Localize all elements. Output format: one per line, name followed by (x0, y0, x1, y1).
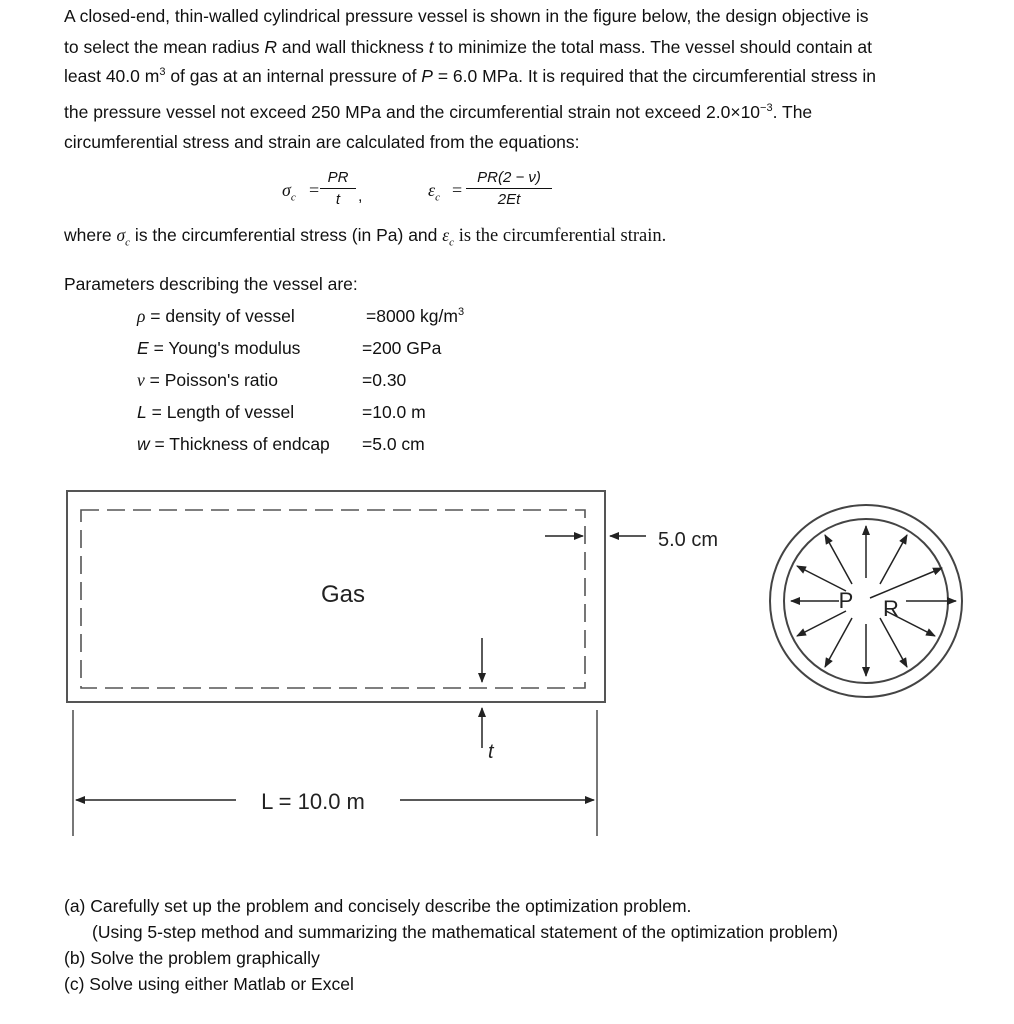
where-sigma: σ (116, 225, 126, 245)
param-desc: = Thickness of endcap (154, 434, 330, 454)
param-value: =8000 kg/m (366, 306, 458, 326)
sigma-sub: c (290, 191, 296, 204)
wall-thickness-label: t (488, 741, 494, 763)
sigma-equals: = (309, 180, 320, 200)
gas-label: Gas (320, 581, 366, 608)
intro-line-3-a: least 40.0 m (64, 66, 160, 86)
intro-line-4 (64, 102, 812, 122)
intro-line-5: circumferential stress and strain are calculated from the equations: (64, 132, 580, 152)
sigma-symbol (282, 180, 296, 204)
param-value: =0.30 (362, 370, 407, 390)
epsilon-numerator: PR(2 − ν) (477, 169, 541, 186)
sigma-denominator: t (335, 191, 341, 208)
pressure-label: P (838, 588, 854, 613)
intro-line-2 (64, 37, 872, 57)
sigma-numerator: PR (327, 169, 349, 186)
param-row-poisson (137, 370, 278, 391)
param-value: =5.0 cm (362, 434, 425, 454)
where-c: is the circumferential strain. (454, 226, 667, 246)
epsilon-equals: = (452, 180, 463, 200)
sigma-fraction (320, 169, 356, 208)
where-line (64, 225, 667, 249)
param-row-endcap (137, 434, 330, 455)
intro-line-4-b: . The (772, 102, 813, 122)
where-a: where (64, 225, 117, 245)
intro-line-3-sup: 3 (159, 66, 166, 79)
param-value-poisson (362, 370, 406, 391)
var-P: P (421, 66, 433, 86)
param-value-density (366, 306, 464, 327)
params-heading: Parameters describing the vessel are: (64, 274, 358, 294)
length-label: L = 10.0 m (261, 789, 365, 814)
endcap-thickness-label: 5.0 cm (658, 529, 719, 551)
epsilon-fraction-bar (466, 188, 552, 189)
question-a: (a) Carefully set up the problem and concisely describe the optimization problem. (64, 896, 692, 916)
param-value: =10.0 m (362, 402, 426, 422)
var-R: R (264, 37, 278, 57)
param-symbol: w (137, 434, 150, 454)
equation-comma: , (358, 188, 363, 205)
intro-line-2-a: to select the mean radius (64, 37, 265, 57)
epsilon-sub: c (435, 191, 440, 204)
intro-line-4-a: the pressure vessel not exceed 250 MPa and the circumferential strain not exceed 2.0×10 (64, 102, 761, 122)
param-symbol: E (137, 338, 149, 358)
param-value-endcap (362, 434, 425, 455)
where-sigma-sub: c (125, 236, 131, 249)
question-b: (b) Solve the problem graphically (64, 948, 320, 968)
epsilon-symbol (428, 180, 440, 204)
intro-line-1: A closed-end, thin-walled cylindrical pressure vessel is shown in the figure below, the design objective is (64, 6, 869, 26)
param-desc: = density of vessel (150, 306, 295, 326)
param-symbol: ρ (137, 306, 146, 326)
intro-line-3 (64, 66, 876, 86)
question-a-detail: (Using 5-step method and summarizing the mathematical statement of the optimization problem) (92, 922, 839, 942)
question-c: (c) Solve using either Matlab or Excel (64, 974, 354, 994)
epsilon-fraction (466, 169, 552, 208)
radius-label: R (883, 596, 899, 621)
param-row-density (137, 306, 295, 327)
param-value-youngs (362, 338, 441, 359)
param-value: =200 GPa (362, 338, 442, 358)
intro-line-4-sup: −3 (760, 102, 773, 115)
param-row-length (137, 402, 294, 423)
epsilon-denominator: 2Et (497, 191, 521, 208)
epsilon-lhs: ε (428, 180, 436, 200)
intro-line-3-c: = 6.0 MPa. It is required that the circumferential stress in (432, 66, 877, 86)
intro-line-2-c: to minimize the total mass. The vessel should contain at (433, 37, 873, 57)
param-value-length (362, 402, 426, 423)
param-symbol: ν (137, 370, 145, 390)
var-t: t (428, 37, 434, 57)
where-eps: ε (442, 225, 450, 245)
param-desc: = Poisson's ratio (149, 370, 278, 390)
param-row-youngs (137, 338, 300, 359)
sigma-lhs: σ (282, 180, 291, 200)
param-desc: = Length of vessel (151, 402, 295, 422)
where-b: is the circumferential stress (in Pa) and (130, 225, 443, 245)
sigma-fraction-bar (320, 188, 356, 189)
param-symbol: L (137, 402, 147, 422)
pressure-arrows (791, 526, 956, 676)
param-desc: = Young's modulus (153, 338, 301, 358)
intro-line-2-b: and wall thickness (277, 37, 429, 57)
param-value-sup: 3 (457, 306, 465, 319)
where-eps-sub: c (449, 236, 455, 249)
intro-line-3-b: of gas at an internal pressure of (165, 66, 422, 86)
vessel-figure (0, 470, 1014, 870)
